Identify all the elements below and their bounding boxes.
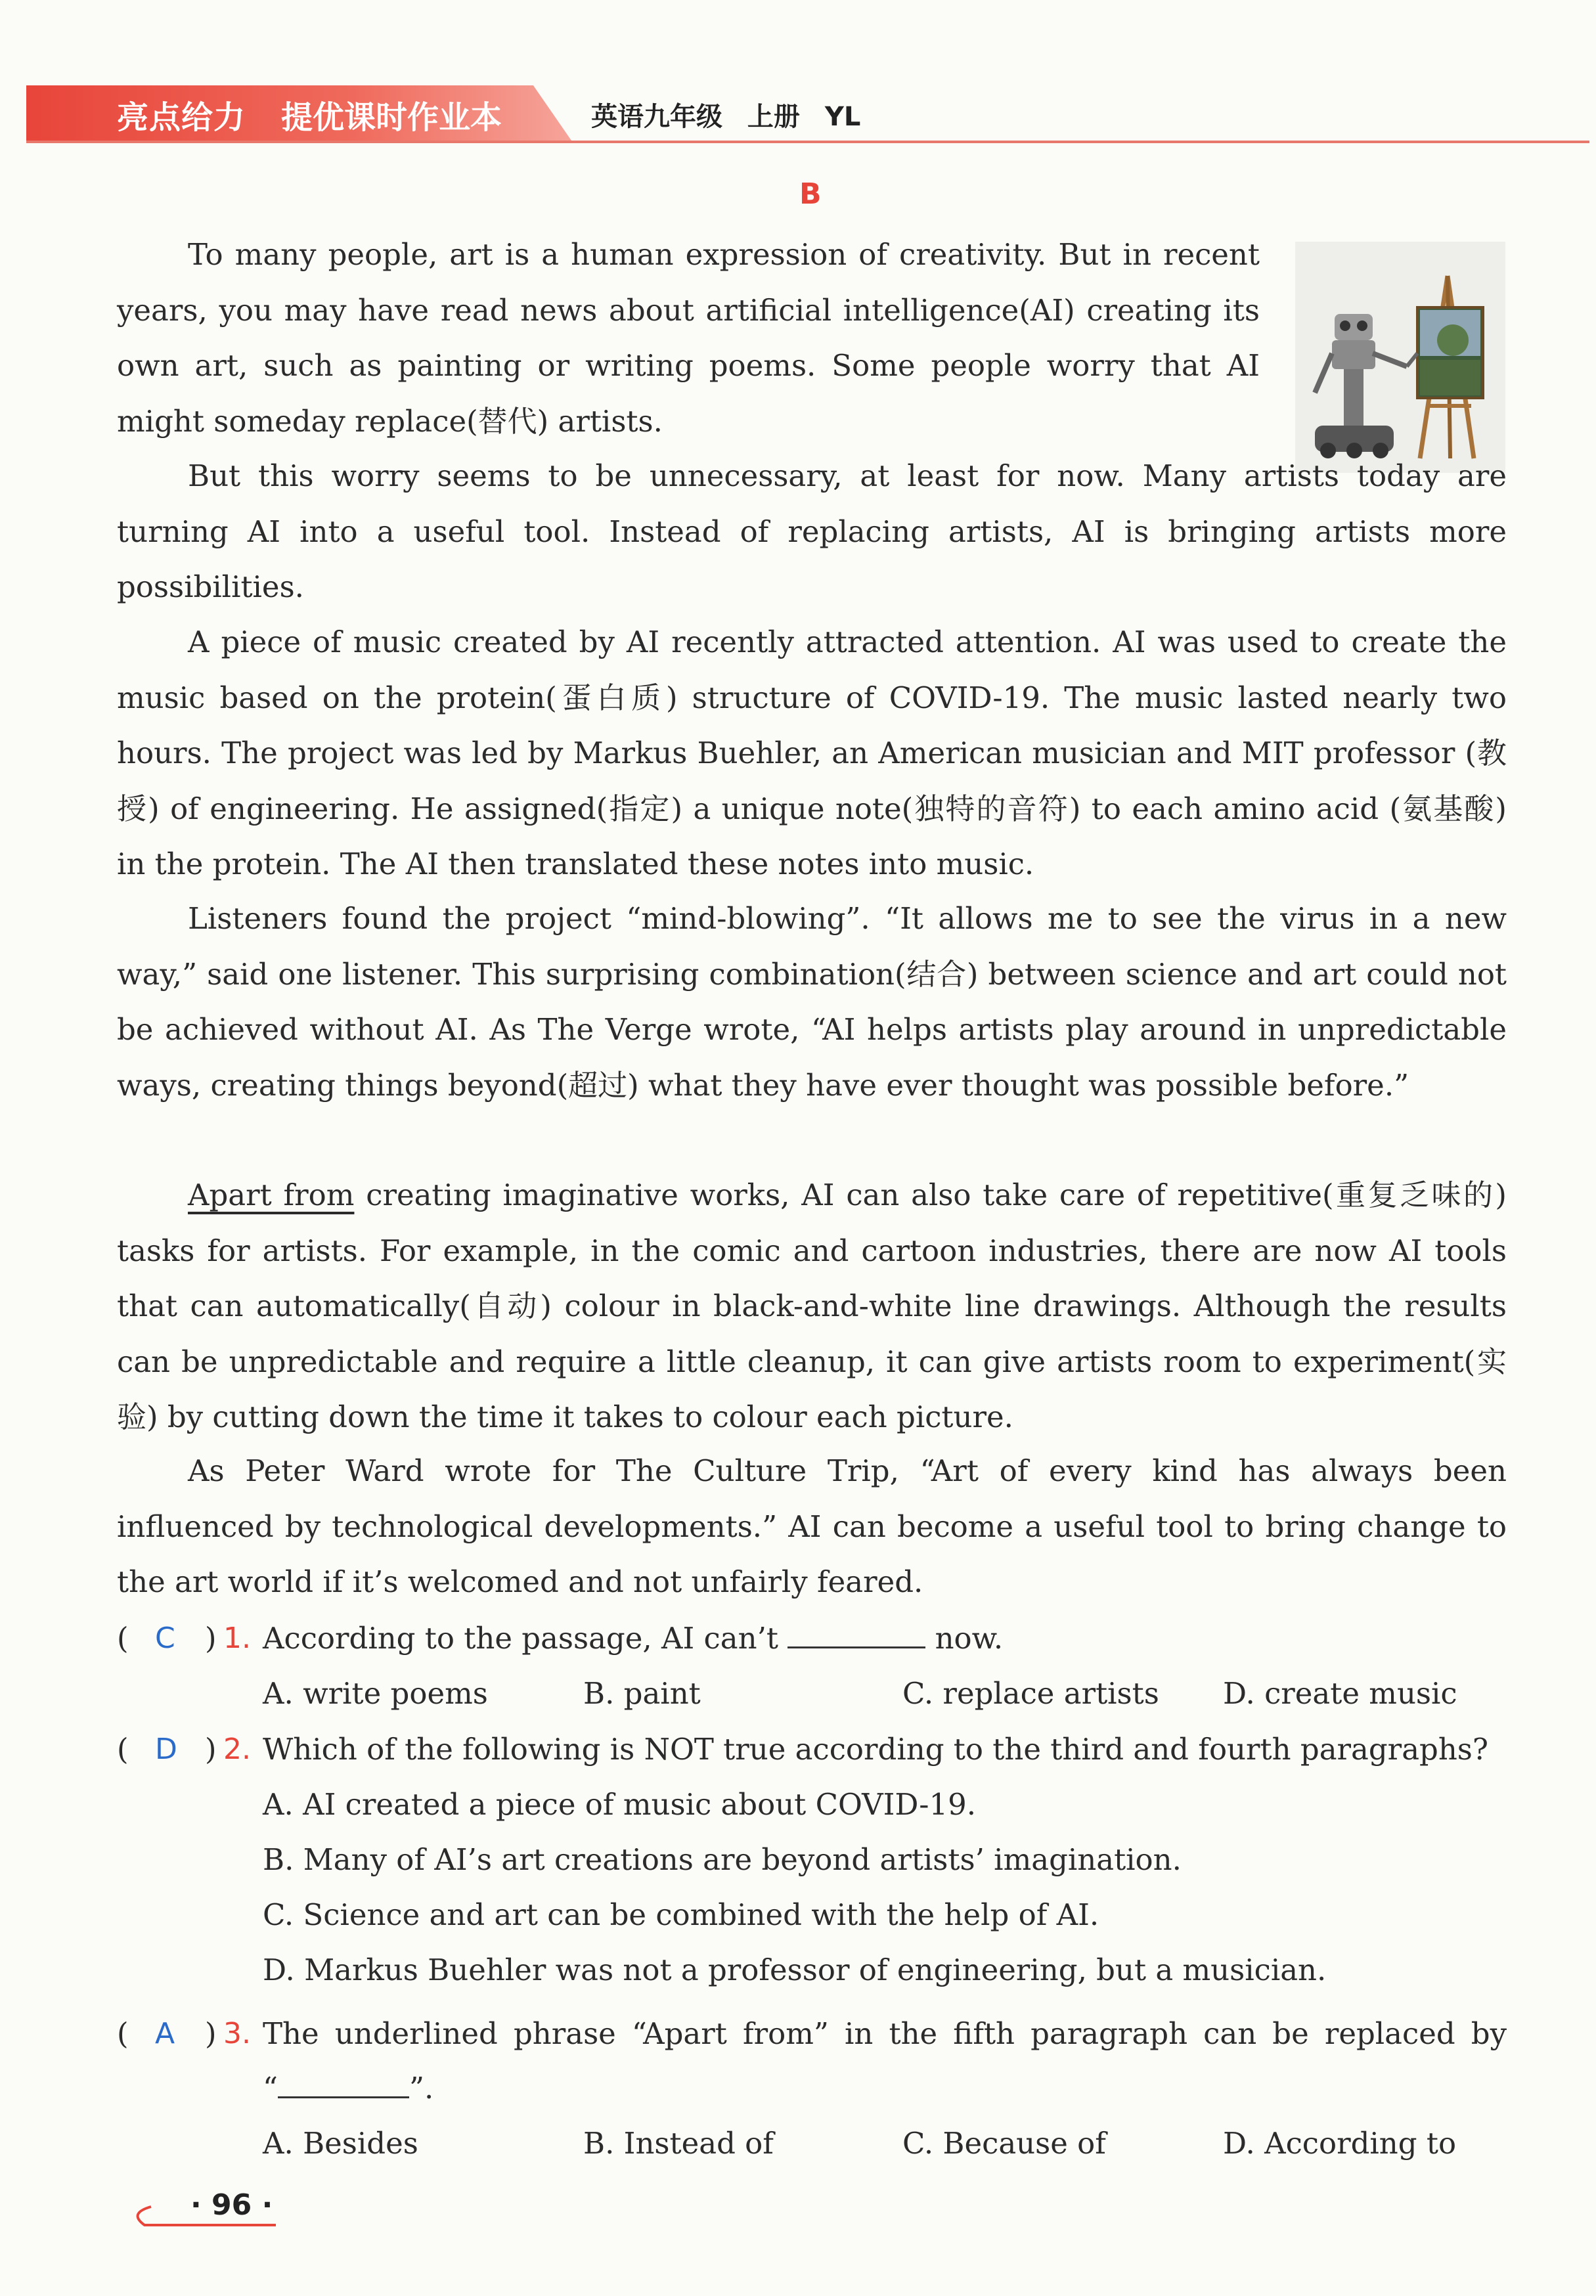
question-number-3: 3.	[223, 2017, 251, 2050]
question-stem-1: According to the passage, AI can’t now.	[263, 1611, 1507, 1666]
paragraph-1: To many people, art is a human expression of creativity. But in recent years, you may have read news about artificial intelligence(AI) creating its own art, such as painting or writing poems. Some people worry that AI might someday replace(替代) artists.	[117, 237, 1260, 439]
option-3c: C. Because of	[902, 2126, 1106, 2161]
paragraph-3: A piece of music created by AI recently attracted attention. AI was used to create the music based on the protein(蛋白质) structure of COVID-19. The music lasted nearly two hours. The project was led by Markus Buehler, an American musician and MIT professor (教授) of engineering. He assigned(指定) a unique note(独特的音符) to each amino acid (氨基酸) in the protein. The AI then translated these notes into music.	[117, 625, 1507, 881]
option-3a: A. Besides	[263, 2126, 418, 2161]
answer-2: D	[155, 1733, 177, 1766]
question-3-blank-line: “ ”.	[263, 2061, 433, 2116]
header-divider	[26, 141, 1589, 143]
question-2: ( D ) 2. Which of the following is NOT true according to the third and fourth paragraphs?	[117, 1722, 1507, 1777]
page-number: · 96 ·	[190, 2188, 273, 2222]
header-series: 提优课时作业本	[281, 99, 502, 136]
question-number-1: 1.	[223, 1622, 251, 1655]
option-2b: B. Many of AI’s art creations are beyond artists’ imagination.	[263, 1842, 1182, 1877]
option-3d: D. According to	[1223, 2126, 1457, 2161]
answer-blank	[278, 2064, 409, 2098]
option-1a: A. write poems	[263, 1676, 488, 1711]
paragraph-2: But this worry seems to be unnecessary, at least for now. Many artists today are turning AI into a useful tool. Instead of replacing artists, AI is bringing artists more possibilities.	[117, 458, 1507, 604]
page-header	[0, 77, 1596, 143]
question-1: ( C ) 1. According to the passage, AI can’t now.	[117, 1611, 1507, 1666]
option-1b: B. paint	[583, 1676, 701, 1711]
answer-3: A	[155, 2017, 175, 2050]
underlined-phrase: Apart from	[188, 1178, 355, 1212]
option-1d: D. create music	[1223, 1676, 1457, 1711]
header-brand: 亮点给力	[117, 99, 246, 136]
section-label: B	[799, 177, 822, 211]
answer-blank	[787, 1614, 925, 1648]
option-2c: C. Science and art can be combined with the help of AI.	[263, 1897, 1099, 1932]
option-3b: B. Instead of	[583, 2126, 774, 2161]
option-2a: A. AI created a piece of music about COVID-19.	[263, 1787, 977, 1822]
question-stem-2: Which of the following is NOT true according to the third and fourth paragraphs?	[263, 1732, 1489, 1767]
option-2d: D. Markus Buehler was not a professor of engineering, but a musician.	[263, 1953, 1327, 1987]
paragraph-4: Listeners found the project “mind-blowing”. “It allows me to see the virus in a new way,” said one listener. This surprising combination(结合) between science and art could not be achieved without AI. As The Verge wrote, “AI helps artists play around in unpredictable ways, creating things beyond(超过) what they have ever thought was possible before.”	[117, 901, 1507, 1103]
question-3: ( A ) 3. The underlined phrase “Apart from” in the fifth paragraph can be replaced by	[117, 2006, 1507, 2062]
paragraph-5	[117, 1168, 1507, 1446]
question-stem-3: The underlined phrase “Apart from” in the fifth paragraph can be replaced by	[263, 2016, 1507, 2051]
option-1c: C. replace artists	[902, 1676, 1159, 1711]
paragraph-5-text: creating imaginative works, AI can also take care of repetitive(重复乏味的) tasks for artists. For example, in the comic and cartoon industries, there are now AI tools that can automatically(自动) colour in black-and-white line drawings. Although the results can be unpredictable and require a little cleanup, it can give artists room to experiment(实验) by cutting down the time it takes to colour each picture.	[117, 1178, 1507, 1434]
question-number-2: 2.	[223, 1733, 251, 1766]
robot-painting-icon	[1295, 242, 1505, 473]
header-subject-info: 英语九年级 上册 YL	[591, 102, 861, 132]
paragraph-6: As Peter Ward wrote for The Culture Trip, “Art of every kind has always been influenced by technological developments.” AI can become a useful tool to bring change to the art world if it’s welcomed and not unfairly feared.	[117, 1453, 1507, 1599]
answer-1: C	[155, 1622, 175, 1655]
